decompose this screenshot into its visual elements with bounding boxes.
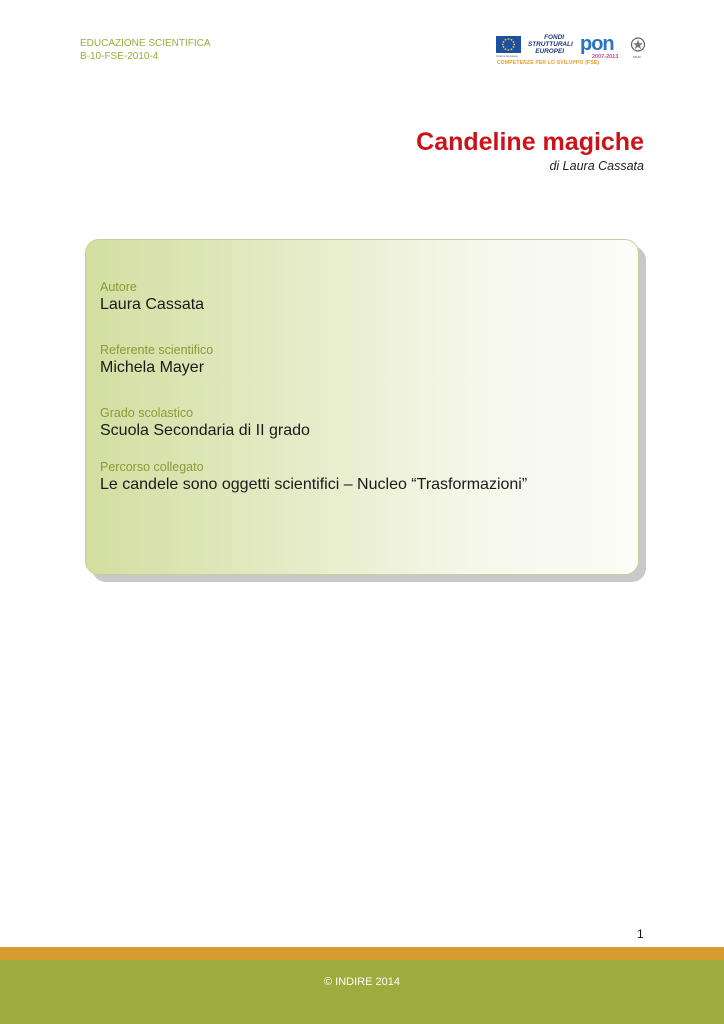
pon-years: 2007-2013 [592,54,619,60]
eu-flag-icon [496,36,521,53]
pon-wordmark: pon [580,33,614,55]
header-project-info [80,37,211,63]
author-value: Laura Cassata [100,296,205,313]
scientific-referent-value: Michela Mayer [100,359,205,376]
school-grade-value: Scuola Secondaria di II grado [100,422,310,439]
header-subject: EDUCAZIONE SCIENTIFICA [80,38,211,49]
related-path-label: Percorso collegato [100,460,204,474]
footer-copyright: © INDIRE 2014 [324,976,400,988]
footer-green-band [0,960,724,1024]
document-byline: di Laura Cassata [549,159,644,173]
document-title: Candeline magiche [416,128,644,156]
header-code: B-10-FSE-2010-4 [80,51,159,62]
page-number: 1 [637,927,644,941]
related-path-field [100,460,527,494]
eu-caption: Unione Europea [496,54,518,58]
related-path-value: Le candele sono oggetti scientifici – Nucleo “Trasformazioni” [100,476,528,493]
fse-tagline: COMPETENZE PER LO SVILUPPO (FSE) [497,60,600,66]
scientific-referent-label: Referente scientifico [100,343,214,357]
italian-emblem-icon [630,36,646,53]
footer-orange-band [0,947,724,960]
school-grade-label: Grado scolastico [100,406,194,420]
author-label: Autore [100,280,137,294]
school-grade-field [100,406,310,440]
info-card [85,239,639,575]
scientific-referent-field [100,343,213,377]
author-field [100,280,204,314]
pon-logo-block [496,34,648,70]
miur-caption: MIUR [633,55,641,59]
fondi-strutturali-text: FONDI STRUTTURALI EUROPEI [528,34,573,55]
